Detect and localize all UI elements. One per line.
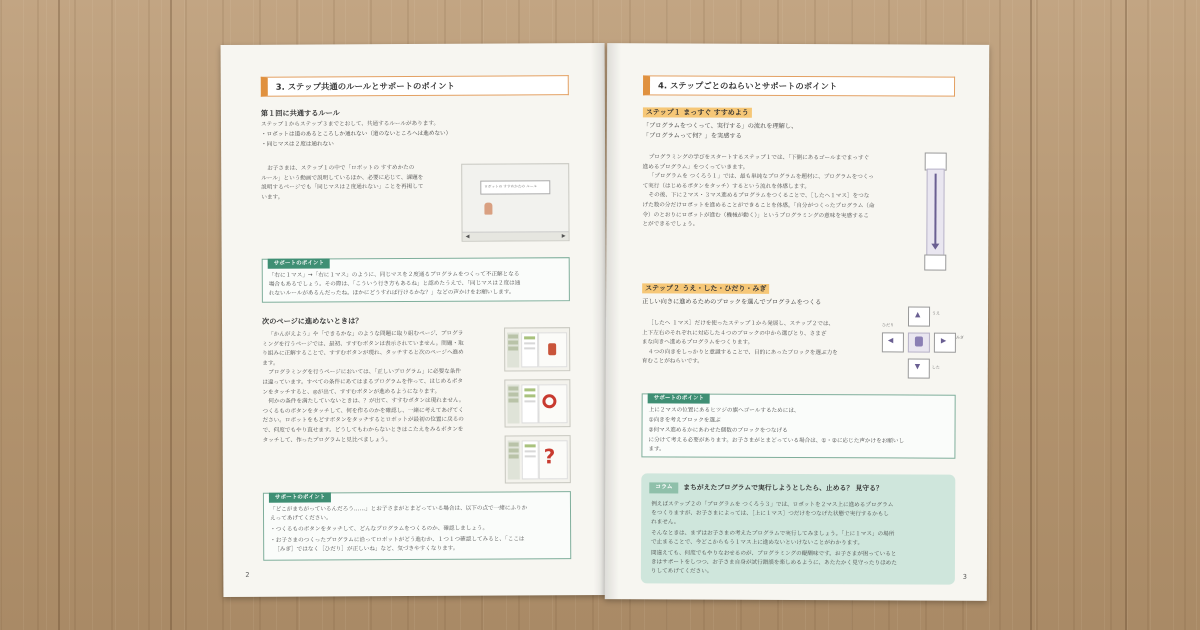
column-line: で止まることで、今どこからもう１マス上に進めないといけないことがわかります。 bbox=[651, 539, 864, 547]
video-title-banner bbox=[480, 180, 550, 194]
support-line: ②何マス進めるかにあわせた個数のブロックをつなげる bbox=[648, 427, 788, 434]
support-line: 上に２マスの位置にあるヒツジの旗へゴールするためには、 bbox=[648, 407, 800, 415]
support-line: ます。 bbox=[648, 446, 665, 453]
center-tile bbox=[908, 332, 930, 352]
step2-subtitle: 正しい向きに進めるためのブロックを選んでプログラムをつくる bbox=[642, 298, 822, 307]
body-line: ンをタッチすると、◎が出て、すすむボタンが進めるようになります。 bbox=[262, 388, 441, 396]
body-line: 何かの条件を満たしていないときは、？が出て、すすむボタンは現れません。 bbox=[268, 397, 465, 405]
support-line: えってあげてください。 bbox=[270, 515, 332, 522]
section-title-4: 4. ステップごとのねらいとサポートのポイント bbox=[643, 75, 955, 96]
support-line: に分けて考える必要があります。お子さまがとまどっている場合は、①・②に応じた声かけをお願いし bbox=[648, 437, 905, 445]
column-line: りしてあげてください。 bbox=[650, 568, 713, 575]
rule-body bbox=[261, 164, 461, 203]
rule-item-1: ・ロボットは道のあるところしか通れない（道のないところへは進めない） bbox=[261, 130, 452, 138]
body-line: プログラミングの学びをスタートするステップ１では、「下側にあるゴールまでまっすぐ bbox=[648, 154, 870, 162]
support-line: 「右に１マス」→「右に１マス」のように、同じマスを２度通るプログラムをつくって不正解となる bbox=[268, 271, 520, 279]
screenshot-sidebar bbox=[507, 384, 519, 423]
rule-heading: 第１回に共通するルール bbox=[260, 108, 340, 118]
path-strip bbox=[926, 169, 944, 257]
right-label: みぎ bbox=[955, 334, 964, 340]
step1-title: ステップ１ まっすぐ すすめよう bbox=[643, 107, 752, 117]
column-tag: コラム bbox=[649, 482, 678, 493]
app-screenshot-correct bbox=[504, 379, 570, 427]
step2-title: ステップ２ うえ・した・ひだり・みぎ bbox=[642, 283, 769, 294]
support-box-right bbox=[641, 393, 955, 458]
support-tag: サポートのポイント bbox=[648, 393, 710, 403]
support-line: 「どこがまちがっているんだろう……」とお子さまがとまどっている場合は、以下の点で一緒にふりか bbox=[269, 505, 528, 513]
screenshot-stage bbox=[539, 440, 568, 479]
rule-item-2: ・同じマスは２度は通れない bbox=[261, 141, 334, 148]
support-line: ・お子さまのつくったプログラムに沿ってロボットがどう進むか、１つ１つ確認してみると、「ここは bbox=[270, 536, 525, 544]
body-line: お子さまは、ステップ１の中で「ロボットの すすめかたの bbox=[267, 164, 415, 172]
floorboard-seam bbox=[1125, 0, 1127, 630]
right-tile bbox=[934, 333, 956, 353]
body-line: り組みに正解することで、すすむボタンが現れ、タッチすると次のページへ進め bbox=[262, 349, 464, 357]
body-line: 育むことがねらいです。 bbox=[641, 358, 703, 365]
step1-path-diagram bbox=[924, 153, 947, 273]
body-line: 上下左右のそれぞれに対応した４つのブロックの中から選びとり、さまざ bbox=[641, 329, 827, 337]
left-label: ひだり bbox=[881, 322, 894, 328]
down-label: した bbox=[931, 364, 940, 370]
floorboard-seam bbox=[1030, 0, 1032, 630]
body-line: ４つの向きをしっかりと意識することで、目的にあったブロックを選ぶ力を bbox=[647, 349, 838, 356]
body-line: プログラミングを行うページにおいては、「正しいプログラム」に必要な条件 bbox=[268, 369, 461, 377]
video-screenshot bbox=[461, 163, 569, 242]
app-screenshot-wrong bbox=[505, 435, 571, 483]
step1-body bbox=[642, 153, 922, 231]
left-arrow-icon: ◀ bbox=[887, 336, 894, 345]
left-tile bbox=[882, 332, 904, 352]
down-tile bbox=[908, 358, 930, 378]
screenshot-stage bbox=[538, 332, 567, 367]
page-number: 2 bbox=[245, 570, 250, 579]
body-line: て実行（はじめるボタンをタッチ）するという流れを体感します。 bbox=[642, 183, 810, 190]
support-box-1 bbox=[262, 257, 570, 303]
section-title-3: 3. ステップ共通のルールとサポートのポイント bbox=[261, 75, 569, 97]
down-arrow-icon bbox=[931, 244, 939, 250]
up-arrow-icon: ▲ bbox=[915, 310, 921, 319]
support-line: れないルールがあるんだったね。ほかにどうすれば行けるかな？」などの声かけをお願いします。 bbox=[268, 289, 515, 297]
body-line: つくるものボタンをタッチして、何を作るのかを確認し、一緒に考えてあげてく bbox=[262, 407, 464, 415]
body-line: げた数の分だけロボットを進めることができることを体感。「自分がつくったプログラム（命 bbox=[642, 202, 875, 210]
screenshot-stage bbox=[538, 384, 567, 423]
column-line: れません。 bbox=[651, 519, 680, 526]
body-line: まな向きへ進めるプログラムをつくります。 bbox=[641, 339, 754, 346]
path-line bbox=[934, 174, 936, 246]
screenshot-sidebar bbox=[508, 440, 520, 479]
support-line: ①向きを考えブロックを選ぶ bbox=[648, 417, 721, 424]
next-button-icon bbox=[548, 343, 556, 355]
screenshot-program-pane bbox=[521, 332, 538, 367]
next-page-body bbox=[262, 330, 503, 446]
support-tag: サポートのポイント bbox=[268, 258, 330, 268]
body-line: 進めるプログラム」をつくっていきます。 bbox=[642, 163, 749, 171]
body-line: ます。 bbox=[262, 360, 279, 367]
up-tile bbox=[908, 306, 930, 326]
column-line: をつくりますが、お子さまによっては、［上に１マス］つだけをつなげた状態で実行するかもし bbox=[651, 510, 889, 518]
body-line: 「かんがえよう」や「できるかな」のような問題に取り組むページ、プログラ bbox=[268, 330, 464, 338]
robot-icon bbox=[915, 337, 923, 347]
body-line: ミングを行うページでは、最初、すすむボタンは表示されていません。問題・取 bbox=[262, 340, 464, 348]
column-title: まちがえたプログラムで実行しようとしたら、止める？ 見守る？ bbox=[683, 483, 883, 493]
body-line: その後、下に２マス・３マス進めるプログラムをつくることで、［したへ１マス］をつな bbox=[648, 192, 870, 200]
screenshot-program-pane bbox=[521, 384, 538, 423]
body-line: います。 bbox=[261, 194, 284, 201]
column-line: きはサポートをしつつ、お子さま自身が試行錯誤を楽しめるように、あたたかく見守ったりほめた bbox=[650, 559, 897, 567]
column-line: そんなときは、まずはお子さまの考えたプログラムで実行してみましょう。「上に１マス」の場所 bbox=[651, 530, 895, 538]
play-icon[interactable]: ◀ bbox=[465, 233, 470, 240]
column-line: 例えばステップ２の「プログラムを つくろう３」では、ロボットを２マス上に進めるプログラム bbox=[651, 501, 894, 509]
player-bar bbox=[463, 231, 569, 241]
next-icon[interactable]: ▶ bbox=[561, 233, 566, 240]
body-line: とができるでしょう。 bbox=[642, 221, 699, 228]
up-label: うえ bbox=[932, 310, 941, 316]
step2-direction-diagram bbox=[882, 306, 966, 378]
step1-subtitle: 「プログラムって何？」を実感する bbox=[642, 132, 742, 140]
rule-intro: ステップ１からステップ３までとおして、共通するルールがあります。 bbox=[260, 120, 440, 128]
question-mark-icon: ? bbox=[543, 444, 556, 469]
right-arrow-icon: ▶ bbox=[940, 336, 947, 345]
step2-body bbox=[642, 319, 882, 368]
right-page bbox=[605, 43, 989, 601]
column-box bbox=[641, 473, 955, 584]
robot-figure bbox=[484, 203, 492, 215]
floorboard-seam bbox=[58, 0, 60, 630]
body-line: ださい。ロボットをもどすボタンをタッチするとロボットが最初の位置に戻るの bbox=[262, 417, 464, 425]
column-line: 間違えても、何度でもやりなおせるのが、プログラミングの醍醐味です。お子さまが困っていると bbox=[650, 550, 897, 558]
support-tag: サポートのポイント bbox=[269, 492, 331, 502]
screenshot-program-pane bbox=[522, 440, 539, 479]
body-line: は違っています。すべての条件にあてはまるプログラムを作って、はじめるボタ bbox=[262, 378, 463, 386]
body-line: 「プログラムを つくろう１」では、最も単純なプログラムを題材に、プログラムをつくっ bbox=[648, 173, 874, 181]
body-line: 説明するページでも「同じマスは２度通れない」ことを再掲して bbox=[261, 184, 424, 191]
body-line: タッチして、作ったプログラムと見比べましょう。 bbox=[262, 436, 392, 444]
support-box-2 bbox=[263, 491, 571, 561]
correct-circle-icon bbox=[542, 394, 556, 408]
support-line: ［みぎ］ではなく［ひだり］が正しいね」など、気づきやすくなります。 bbox=[274, 545, 459, 553]
screenshot-sidebar bbox=[507, 332, 519, 367]
step1-subtitle: 「プログラムをつくって、実行する」の流れを理解し、 bbox=[642, 122, 798, 130]
body-line: ルール」という動画で説明しているほか、必要に応じて、課題を bbox=[261, 174, 424, 182]
video-caption: ロボットの すすめかたの ルール bbox=[484, 184, 537, 189]
left-page bbox=[221, 43, 608, 597]
body-line: ［したへ １マス］だけを使ったステップ１から発展し、ステップ２では、 bbox=[647, 320, 835, 328]
goal-tile bbox=[924, 255, 946, 271]
floorboard-seam bbox=[170, 0, 172, 630]
app-screenshot-next bbox=[504, 327, 570, 371]
body-line: 令）のとおりにロボットが進む（機械が動く）」というプログラミングの意味を実感するこ bbox=[642, 211, 869, 219]
body-line: で、何度でもやり直せます。どうしてもわからないときはこたえをみるボタンを bbox=[262, 426, 464, 434]
page-number: 3 bbox=[962, 572, 967, 581]
down-arrow-icon: ▼ bbox=[914, 362, 921, 371]
next-page-heading: 次のページに進めないときは？ bbox=[261, 316, 363, 326]
support-line: 場合もあるでしょう。その際は、「こういう行き方もあるね」と認めたうえで、「同じマスは２度は通 bbox=[268, 280, 521, 288]
support-line: ・つくるものボタンをタッチして、どんなプログラムをつくるのか、確認しましょう。 bbox=[270, 525, 489, 533]
